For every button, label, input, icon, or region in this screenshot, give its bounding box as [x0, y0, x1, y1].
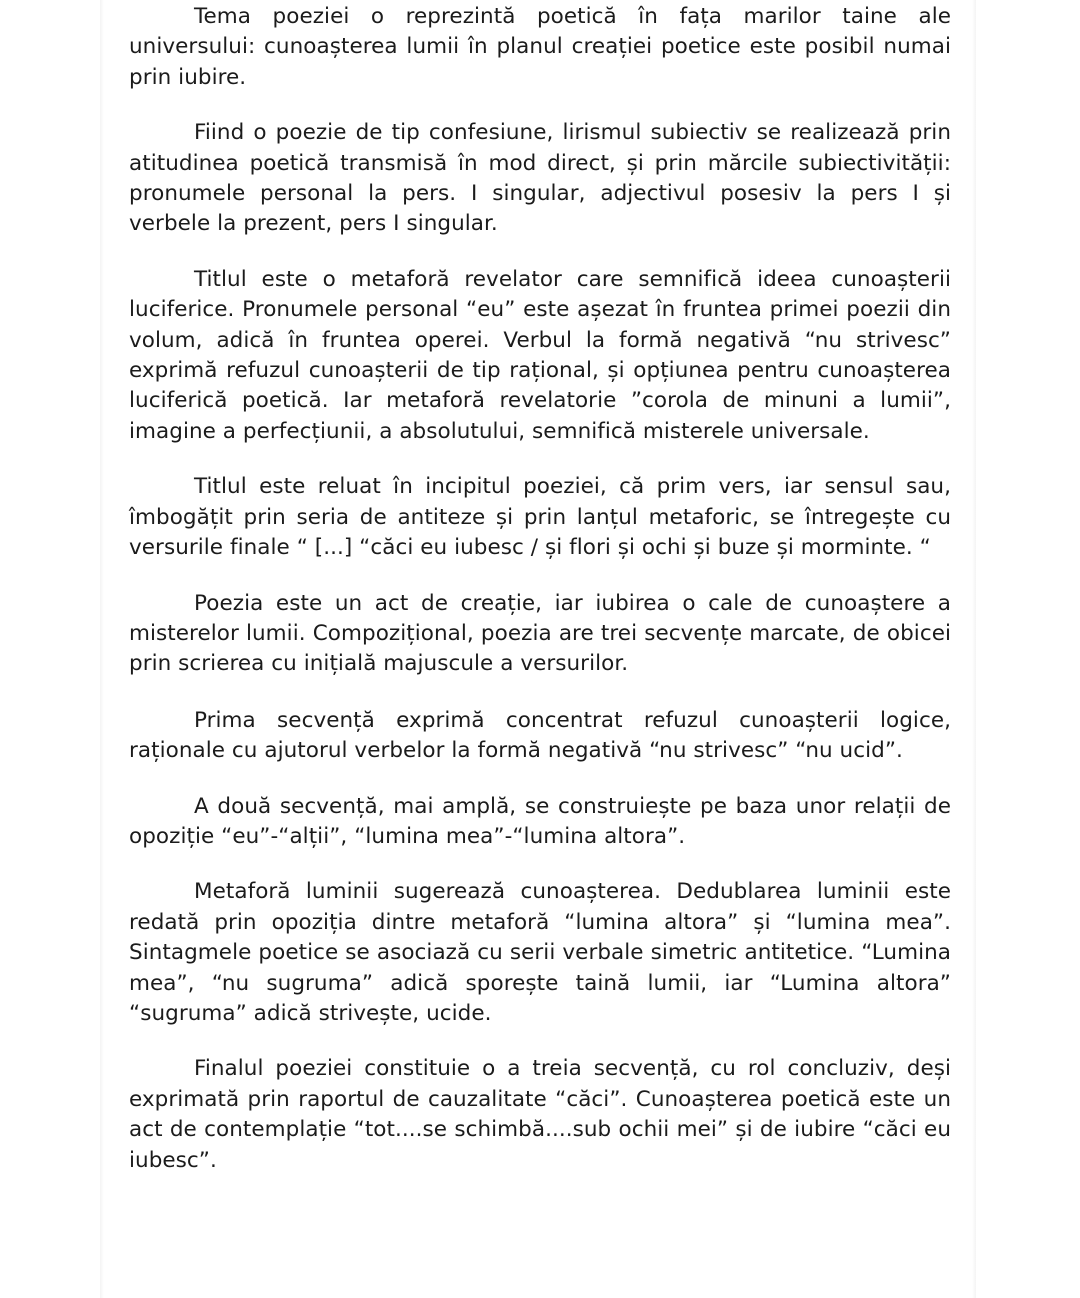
- paragraph-confession: Fiind o poezie de tip confesiune, lirismul subiectiv se realizează prin atitudinea poetică transmisă în mod direct, și prin mărcile subiectivității: pronumele personal la pers. I singular, adjectivul posesiv la pers I și verbele la prezent, pers I singular.: [129, 120, 951, 237]
- text-column: [129, 2, 951, 1201]
- paragraph-title-metaphor: Titlul este o metaforă revelator care semnifică ideea cunoașterii luciferice. Pronumele personal “eu” este așezat în fruntea primei poezii din volum, adică în fruntea operei. Verbul la formă negativă “nu strivesc” exprimă refuzul cunoașterii de tip rațional, și opțiunea pentru cunoașterea luciferică poetică. Iar metaforă revelatorie ”corola de minuni a lumii”, imagine a perfecțiunii, a absolutului, semnifică misterele universale.: [129, 266, 951, 444]
- paragraph-second-sequence: A două secvență, mai amplă, se construiește pe baza unor relații de opoziție “eu”-“alții”, “lumina mea”-“lumina altora”.: [129, 793, 951, 849]
- paragraph-incipit: Titlul este reluat în incipitul poeziei, că prim vers, iar sensul sau, îmbogățit prin seria de antiteze și prin lanțul metaforic, se întregește cu versurile finale “ [...] “căci eu iubesc / și flori și ochi și buze și morminte. “: [129, 474, 951, 561]
- paragraph-theme: Tema poeziei o reprezintă poetică în fața marilor taine ale universului: cunoașterea lumii în planul creației poetice este posibil numai prin iubire.: [129, 4, 951, 90]
- paragraph-composition: Poezia este un act de creație, iar iubirea o cale de cunoaștere a misterelor lumii. Compozițional, poezia are trei secvențe marcate, de obicei prin scrierea cu inițială majuscule a versurilor.: [129, 590, 951, 677]
- paragraph-final-sequence: Finalul poeziei constituie o a treia secvență, cu rol concluziv, deși exprimată prin raportul de cauzalitate “căci”. Cunoașterea poetică este un act de contemplație “tot....se schimbă....sub ochii mei” și de iubire “căci eu iubesc”.: [129, 1056, 951, 1173]
- paragraph-light-metaphor: Metaforă luminii sugerează cunoașterea. Dedublarea luminii este redată prin opoziția dintre metaforă “lumina altora” și “lumina mea”. Sintagmele poetice se asociază cu serii verbale simetric antitetice. “Lumina mea”, “nu sugruma” adică sporește taină lumii, iar “Lumina altora” “sugruma” adică strivește, ucide.: [129, 879, 951, 1026]
- page-edge-right: [972, 0, 976, 1298]
- paragraph-first-sequence: Prima secvență exprimă concentrat refuzul cunoașterii logice, raționale cu ajutorul verbelor la formă negativă “nu strivesc” “nu ucid”.: [129, 707, 951, 764]
- page-edge-left: [100, 0, 104, 1298]
